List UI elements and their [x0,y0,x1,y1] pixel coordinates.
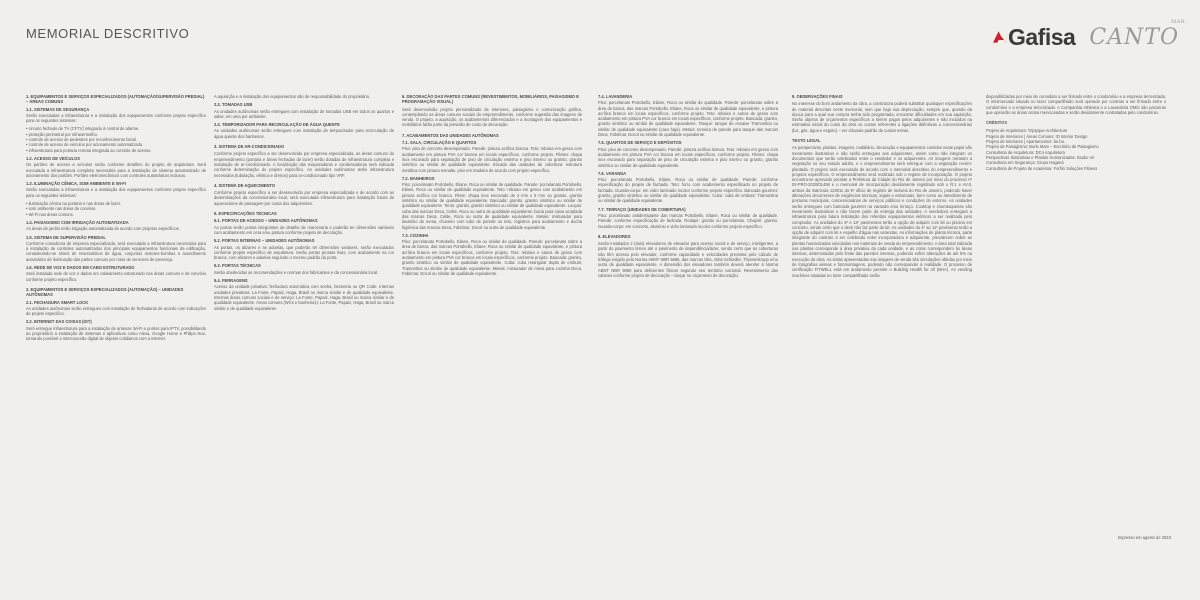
section [402,94,582,128]
bullet-item: • iluminação cênica na portaria e nas áreas de lazer. [26,201,206,206]
text-column [598,94,778,574]
credit-line: Consultoria de Arquitetura: DCA Arquitetura [986,149,1065,155]
section-heading: 8. ELEVADORES [598,233,631,239]
section [598,94,778,229]
paragraph: Conforme projeto específico a ser desenvolvido por empresa especializada e de acordo com as determinações da concessionária local, será executada infraestrutura para instalação futura de aquecedores de passagem por conta dos adquirentes. [214,190,394,206]
paragraph: Acesso da unidade privativa: fechadura automática com senha, biometria ou QR Code. Internas unidades privativas: La Fonte, Papaiz, Haga, Brasil ou marca similar e de qualidade equivalente. Internas áreas comuns sociais e de serviço: La Fonte, Papaiz, Haga, Brasil ou marca similar e de qualidade equivalente. Áreas comuns (WCs e banheiros): La Fonte, Papaiz, Haga, Brasil ou marca similar e de qualidade equivalente. [214,284,394,311]
paragraph: Serão executadas a infraestrutura e a instalação dos equipamentos conforme projeto específico para os seguintes sistemas: [26,112,206,124]
project-subname: MAR [1171,18,1185,25]
header [0,0,1200,70]
section-heading: 7. ACABAMENTOS DAS UNIDADES AUTÔNOMAS [402,132,499,138]
paragraph: Piso: piso de concreto desempenado. Parede: pintura acrílica branca. Teto: rebaixo em gesso com acabamento em pintura PVA cor branca em locais específicos, conforme projeto. Filetes: chapa inox escovado para separação de piso de circulação externa e piso interno ou granito, granito sintético ou similar de qualidade equivalente. Escada das unidades de cobertura: estrutura metálica com pintura esmalte, piso em madeira de acordo com projeto específico. [402,146,582,173]
section [214,183,394,206]
bullet-item: • controle de acesso de pedestres por reconhecimento facial. [26,137,206,142]
subsection-heading: 7.3. COZINHA [402,232,429,238]
subsection-heading: 2.4. TEMPORIZADOR PARA RECIRCULAÇÃO DE ÁGUA QUENTE [214,122,340,128]
section [792,94,972,133]
subsection-heading: 5.2. PORTAS INTERNAS – UNIDADES AUTÔNOMAS [214,238,315,244]
paragraph: Será desenvolvido projeto personalizado de interiores, paisagismo e comunicação gráfica, contemplando as áreas comuns sociais do empreendimento, conforme sugestão das imagens de venda. O projeto, a aquisição, os acabamentos diferenciados e a montagem dos equipamentos e mobiliários farão parte da previsão de custo de decoração. [402,106,582,128]
paragraph: As portas serão portas integrantes de detalhe de marcenaria e poderão ter dimensões variáveis com acabamento em cera e/ou pintura conforme projeto de decoração. [214,224,394,235]
page-title: MEMORIAL DESCRITIVO [26,26,190,41]
subsection-heading: 1.2. ACESSO DE VEÍCULOS [26,155,80,161]
section [214,144,394,178]
subsection-heading: 7.2. BANHEIROS [402,175,435,181]
section-heading: 2. EQUIPAMENTOS E SERVIÇOS ESPECIALIZADOS (AUTOMAÇÃO) – UNIDADES AUTÔNOMAS [26,286,184,298]
section-heading: 1. EQUIPAMENTOS E SERVIÇOS ESPECIALIZADOS (AUTOMAÇÃO/SUPERVISÃO PREDIAL) – ÁREAS COMUNS [26,94,205,105]
bullet-list [26,126,206,152]
credits [986,120,1166,171]
section-heading: 4. SISTEMA DE AQUECIMENTO [214,182,276,188]
subsection-heading: 2.2. INTERNET DAS COISAS (IOT) [26,319,92,325]
credit-line: Projeto de Interiores | Apartamentos: be.bo. [986,139,1066,145]
paragraph: Piso: porcelanato Portobello, Eliane, Roca ou similar de qualidade. Parede: porcelanato sobre a área de banca, das marcas Portobello, Eliane, Roca ou similar de qualidade equivalente, e pintura acrílica branca em locais específicos, conforme projeto. Teto: rebaixo e sanca de gesso com acabamento em pintura PVA cor branca em locais específicos, conforme projeto. Bancada: granito, granito sintético ou similar de qualidade equivalente. Tanque: tanque de encaixe Tramontina ou similar de qualidade equivalente (caso haja). Metais: torneira de parede para tanque das marcas Deca, Fabrimar, Docol ou similar de qualidade equivalente. [598,100,778,138]
subsection-heading: 1.4. PAISAGISMO COM IRRIGAÇÃO AUTOMATIZADA [26,219,129,225]
paragraph: disponibilizadas por meio de comodato a ser firmado entre o condomínio e a empresa terceirizada. O minimercado situado no lazer compartilhado será operado por contrato a ser firmado entre o condomínio e a empresa terceirizada. A Companhia Athletica e a Lavanderia OMO são parceiras que operarão as áreas acima mencionadas e serão devidamente contratadas pelo condomínio. [986,94,1166,115]
subsection-heading: 2.1. FECHADURA SMART LOCK [26,299,89,305]
subsection-heading: 1.5. SISTEMA DE SUPERVISÃO PREDIAL [26,234,106,240]
paragraph: A aquisição e a instalação dos equipamentos são de responsabilidade do proprietário. [214,94,371,99]
section [26,94,206,282]
bullet-item: • Wi-Fi nas áreas comuns. [26,212,206,217]
paragraph: As portas, os alizares e as aduelas, que poderão ter dimensões variáveis, serão executados conforme projeto específico de arquitetura. Serão portas prontas lisas, com acabamento na cor branca, com alizares e aduelas seguindo o mesmo padrão da porta. [214,244,394,261]
subsection-heading: 1.3. ILUMINAÇÃO CÊNICA, SOM AMBIENTE E WI-FI [26,181,126,187]
section [986,94,1166,115]
paragraph: Os portões de acesso a veículos serão conforme detalhes do projeto de arquitetura. Será executada a infraestrutura completa necessária para a instalação de sistema automatizado de acionamento dos portões. Portões eletromecânicos com controles automáticos inclusos. [26,162,206,178]
bullet-item: • circuito fechado de TV (CFTV) integrado à central de alarme. [26,126,206,131]
paragraph: Serão instalados 2 (dois) elevadores de elevador para acesso social e de serviço, inteligentes, a partir do pavimento térreo até o pavimento de dependência/lazer, sendo certo que as coberturas não têm acesso pelo elevador, conforme capacidade e velocidades previstas pelo cálculo de tráfego exigido pela Norma ABNT NBR 5665, das marcas Otis, Atlas Schindler, Thyssenkrupp e/ou outra de qualidade equivalente. A dimensão dos elevadores também deverá atender à Norma ABNT NBR 9050 para deficientes físicos segundo seu território nacional. Revestimento das cabines conforme projeto de decoração – lançar no orçamento de decoração. [598,241,778,278]
paragraph: Piso: porcelanato Portobello, Eliane, Roca ou similar de qualidade. Parede: porcelanato sobre a área de banca, das marcas Portobello, Eliane, Roca ou similar de qualidade equivalente, e pintura acrílica branca em locais específicos, conforme projeto. Teto: rebaixo e sanca de gesso com acabamento em pintura PVA cor branca em locais específicos, conforme projeto. Bancada: granito, granito sintético ou similar de qualidade equivalente. Cuba: cuba retangular dupla de embutir, Tramontina ou similar de qualidade equivalente. Metais: misturador de mesa para cozinha Deca, Fabrimar, Docol ou similar de qualidade equivalente. [402,239,582,276]
gafisa-logo-icon [993,24,1006,50]
paragraph: Serão executadas a infraestrutura e a instalação dos equipamentos conforme projeto específico para os seguintes sistemas: [26,187,206,198]
subsection-heading: 7.7. TERRAÇO (UNIDADES DE COBERTURA) [598,206,686,212]
section-heading: 6. DECORAÇÃO DAS PARTES COMUNS (REVESTIMENTOS, MOBILIÁRIOS, PAISAGISMO E PROGRAMAÇÃO VISUAL) [402,94,579,105]
paragraph: Serão obedecidas as recomendações e normas dos fabricantes e da concessionária local. [214,269,379,275]
text-column [402,94,582,574]
bullet-item: • infraestrutura para portaria remota integrada ao controle de acesso. [26,148,206,153]
section [26,287,206,342]
brand-logo [993,18,1185,54]
paragraph: Piso: porcelanato antiderrapante das marcas Portobello, Eliane, Roca ou similar de qualidade. Parede: conforme especificação de fachada. Rodapé: granito ou porcelanato. Chapim: granito. Guarda-corpo: em concreto, alumínio e vidro laminado incolor conforme projeto específico. [598,212,778,229]
paragraph: As unidades autônomas serão entregues com instalação de temporizador para recirculação de água quente dos banheiros. [214,128,394,139]
document-body [26,94,1174,574]
bullet-list [26,201,206,217]
credits-heading: CRÉDITOS [986,120,1008,126]
subsection-heading: 1.6. REDE DE VOZ E DADOS EM CABO ESTRUTURADO [26,265,135,271]
project-name-text: CANTO [1089,24,1179,50]
paragraph: As áreas de jardim terão irrigação automatizada de acordo com projetos específicos. [26,226,180,232]
credit-line: Projeto de Paisagismo: Burle Marx – Escritório de Paisagismo [986,144,1099,150]
text-column [986,94,1166,574]
section [214,94,394,139]
paragraph: Será instalada rede de voz e dados em cabeamento estruturado nas áreas comuns e de convívio conforme projeto específico. [26,271,206,282]
text-column [26,94,206,574]
section [214,211,394,311]
section [402,133,582,276]
section-heading: 5. ESPECIFICAÇÕES TÉCNICAS [214,211,277,217]
paragraph: Piso: piso de concreto desempenado. Parede: pintura acrílica branca. Teto: rebaixo em gesso com acabamento em pintura PVA cor branca em locais específicos, conforme projeto. Filetes: chapa inox escovado para separação de piso de circulação externa e piso interno ou granito, granito sintético ou similar de qualidade equivalente. [598,146,778,168]
paragraph: Piso: porcelanato Portobello, Eliane, Roca ou similar de qualidade. Parede: porcelanato Portobello, Eliane, Roca ou similar de qualidade equivalente. Teto: rebaixo em gesso com acabamento em pintura acrílica cor branca. Filete: chapa inox escovado de 3 mm x 8 mm ou granito, granito sintético ou similar de qualidade equivalente. Bancada: granito, granito sintético ou similar de qualidade equivalente. Tento: granito, granito sintético ou similar de qualidade equivalente. Louças: cuba das marcas Deca, Celite, Roca ou outra de qualidade equivalente; bacia para caixa acoplada das marcas Deca, Celite, Roca ou outra de qualidade equivalente. Metais: misturador para lavatório de mesa, chuveiro com tubo de parede ou teto, registros para acabamento e ducha higiênica das marcas Deca, Fabrimar, Docol ou outra de qualidade equivalente. [402,182,582,230]
bullet-item: • som ambiente nas áreas de convívio. [26,206,206,211]
text-column [214,94,394,574]
paragraph: No interesse do bom andamento da obra, a construtora poderá substituir quaisquer especificações de material descritas neste memorial, sem que haja sua depreciação, sempre que, quando da época para a qual sua compra tenha sido programada, encontrar dificuldades em sua aquisição. Serão objetos de orçamentos específicos a serem pagos pelos adquirentes e não incluídos na estimativa inicial do custo da obra os custos referentes a ligações definitivas a concessionárias (luz, gás, água e esgoto) – ver cláusula padrão de custos extras. [792,101,972,133]
paragraph: Piso: porcelanato Portobello, Eliane, Roca ou similar de qualidade. Parede: conforme especificação do projeto de fachada. Teto: forro com acabamento especificado no projeto de fachada. Guarda-corpo: em vidro laminado incolor conforme projeto específico. Bancada gourmet: granito, granito sintético ou similar de qualidade equivalente. Cuba: cuba de embutir: Tramontina ou similar de qualidade equivalente. [598,177,778,204]
paragraph: Será entregue infraestrutura para a instalação de antenas Wi-Fi e pontos para IPTV, possibilitando ao proprietário a instalação de sistemas e aplicativos como Alexa, Google Home e Philips Hue, tornando possível a interconexão digital de objetos cotidianos com a internet. [26,325,206,342]
section [792,138,972,278]
print-note: Impresso em agosto de 2023. [1117,535,1172,540]
subsection-heading: 1.1. SISTEMAS DE SEGURANÇA [26,106,90,112]
credit-line: Perspectivas Ilustrativas e Plantas Humanizadas: Studio Vir [986,154,1095,160]
text-column [792,94,972,574]
subsection-heading: 5.1. PORTAS DE ACESSO – UNIDADES AUTÔNOMAS [214,218,318,224]
section-heading: TEXTO LEGAL [792,138,821,144]
section-heading: 9. OBSERVAÇÕES FINAIS [792,94,843,99]
paragraph: As unidades autônomas serão entregues com instalação de fechaduras de acordo com indicações de projeto específico. [26,305,206,317]
credit-line: Consultoria em Segurança: Grupo Haganá [986,160,1064,166]
subsection-heading: 7.1. SALA, CIRCULAÇÃO E QUARTOS [402,140,477,146]
paragraph: As unidades autônomas serão entregues com instalação de tomadas USB em todos os quartos e salas, em uma por ambiente. [214,108,394,119]
subsection-heading: 5.3. PORTAS TÉCNICAS [214,263,261,269]
subsection-heading: 7.6. VARANDA [598,170,627,176]
subsection-heading: 2.3. TOMADAS USB [214,102,253,108]
paragraph: Conforme consultoria de empresa especializada, será executada a infraestrutura necessária para a instalação de controles automatizados dos principais equipamentos funcionais da edificação, considerando-se níveis de reservatórios de água, conjuntos motores-bombas e acendimento automático de iluminação das partes comuns por meio de sensores de presença. [26,240,206,262]
subsection-heading: 7.5. QUARTOS DE SERVIÇO E DEPÓSITOS [598,140,682,146]
bullet-item: • controle de acesso de veículos por acionamento automatizado. [26,142,206,147]
credit-line: Consultoria de Projeto de Academia: Forfiin Soluções Fitness [986,165,1098,171]
section [598,234,778,278]
subsection-heading: 5.4. FERRAGENS [214,278,248,284]
credit-line: Projeto de Interiores | Áreas Comuns: ID Interior Design [986,133,1088,139]
paragraph: As perspectivas, plantas, imagens, mobiliário, decoração e equipamentos contidos neste papel são meramente ilustrativos e não serão entregues aos adquirentes, assim como não integram os documentos que serão celebrados entre o vendedor e os adquirentes. As imagens retratam a vegetação no seu estado adulto, e o empreendimento será entregue com a vegetação recém-plantada. O projeto será executado de acordo com o memorial descritivo do empreendimento e projetos específicos. O empreendimento será realizado sob o regime de incorporação. O projeto encontra-se aprovado perante a Prefeitura da Cidade do Rio de Janeiro por meio do processo nº 02-PRO-2020/01498 e o memorial de incorporação devidamente registrado sob o R.1 e AV.8, ambos da matrícula 123011 do 9º ofício de registro de imóveis do Rio de Janeiro, podendo haver alterações decorrentes de exigências técnicas, legais e estruturais, bem como ao atendimento de posturas municipais, concessionárias de serviços públicos e condições do entorno. As unidades serão entregues com bancada gourmet na varanda e/ou terraço. Cooktop e churrasqueiras são meramente ilustrativos e não fazem parte da entrega das unidades. A vendedora entregará a infraestrutura para futura instalação dos referidos equipamentos elétricos a ser realizada pelo comprador. As unidades do 3º e 12º pavimentos terão a opção de adquirir com kit ou piscina em concreto, sendo certo que o deck não faz parte do kit. As unidades do 4º ao 11º pavimento terão a opção de adquirir com kit e espelho d'água nas varandas. As informações de planta técnica, parte integrante do contrato a ser celebrado entre incorporadora e adquirente, prevalecem sobre as plantas humanizadas veiculadas nos materiais de venda do empreendimento. A área total indicada nas plantas corresponde à área privativa da cada unidade, e as cotas correspondem às áreas internas, determinadas pelo limite das paredes internas, podendo sofrer alterações de até 5% na execução da obra. As vistas apresentadas nas imagens de venda são simulações obtidas por meio de fotografias aéreas e fotomontagens, podendo não corresponder à realidade. O processo de certificação FITWELL está em andamento perante o Building Health for All (BHA). As vending machines situadas no lazer compartilhado serão [792,145,972,278]
brand-name: Gafisa [1007,23,1076,50]
bullet-item: • proteção perimetral por infravermelho. [26,132,206,137]
paragraph: Conforme projeto específico a ser desenvolvido por empresa especializada, as áreas comuns do empreendimento (portaria e áreas fechadas de lazer) serão dotadas de infraestrutura completa e instalação de ar-condicionado. A localização das evaporadoras e condensadoras será indicada conforme determinação do projeto específico. As unidades autônomas terão infraestrutura necessária (tubulação, elétrica e drenos) para ar-condicionado tipo VRF. [214,151,394,178]
subsection-heading: 7.4. LAVANDERIA [598,94,633,99]
section-heading: 3. SISTEMA DE AR-CONDICIONADO [214,144,285,150]
project-name [1089,18,1185,50]
credit-line: Projeto de Arquitetura: Triptyque Architecture [986,128,1068,134]
